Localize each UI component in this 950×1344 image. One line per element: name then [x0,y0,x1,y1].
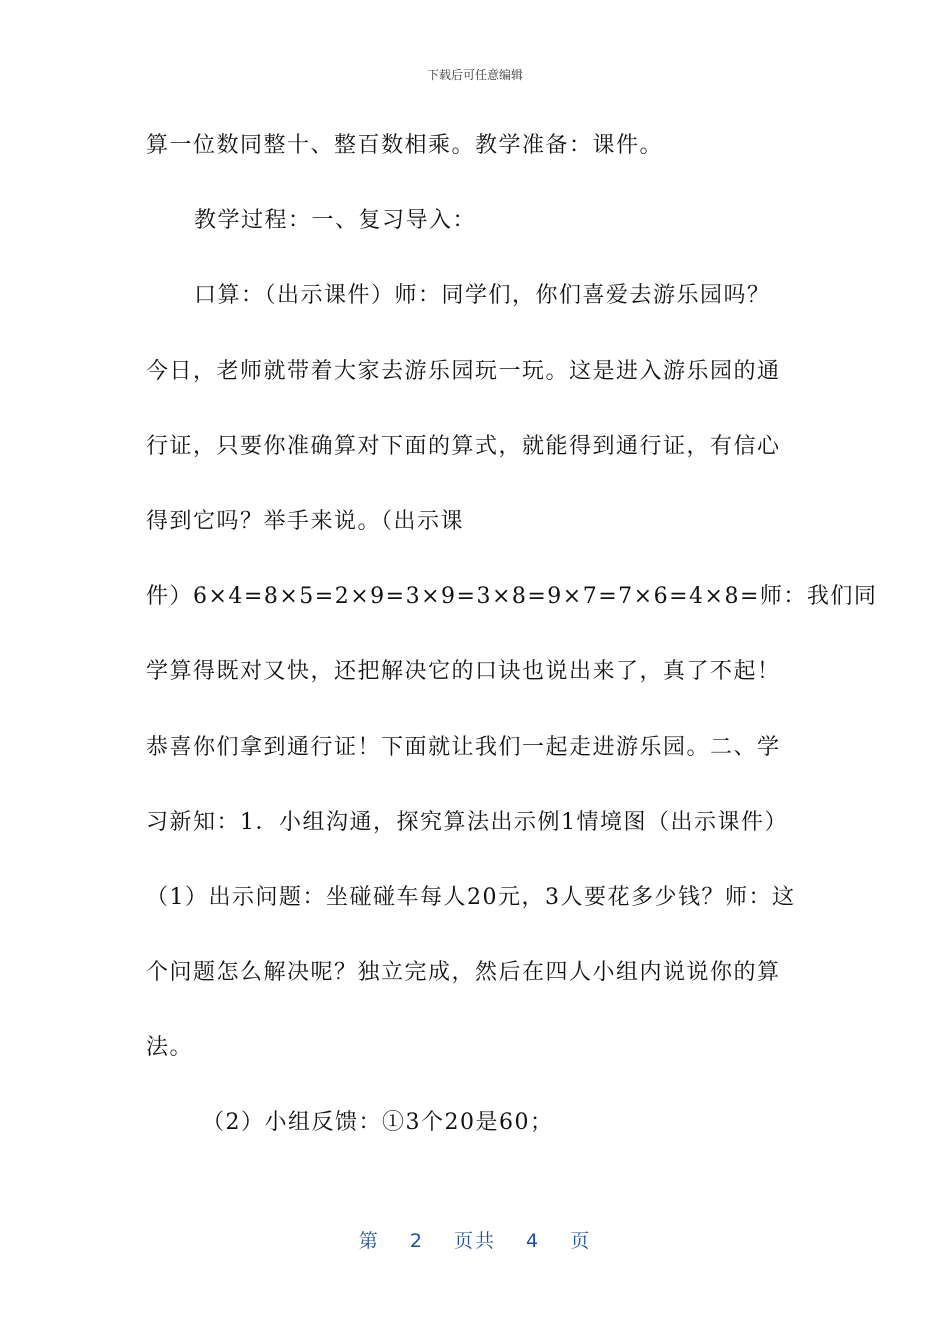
footer-suffix: 页 [570,1230,592,1252]
footer-prefix: 第 [358,1230,380,1252]
page-header: 下载后可任意编辑 [426,68,523,82]
text-line: 习新知：1．小组沟通，探究算法出示例1情境图（出示课件） [146,809,788,835]
text-line: 口算：（出示课件）师：同学们，你们喜爱去游乐园吗？ [194,283,771,309]
text-line: 得到它吗？举手来说。（出示课 [146,508,465,534]
text-line: （1）出示问题：坐碰碰车每人20元，3人要花多少钱？师：这 [146,884,796,910]
text-line: 学算得既对又快，还把解决它的口诀也说出来了，真了不起！ [146,659,781,685]
text-line: 教学过程：一、复习导入： [194,208,477,234]
current-page-number: 2 [409,1230,424,1252]
text-line: 行证，只要你准确算对下面的算式，就能得到通行证，有信心 [146,433,781,459]
text-line: 今日，老师就带着大家去游乐园玩一玩。这是进入游乐园的通 [146,358,781,384]
text-line: （2）小组反馈：①3个20是60； [202,1110,554,1136]
footer-middle: 页共 [453,1230,496,1252]
text-line: 个问题怎么解决呢？独立完成，然后在四人小组内说说你的算 [146,960,781,986]
total-page-count: 4 [526,1230,541,1252]
text-line: 件）6×4=8×5=2×9=3×9=3×8=9×7=7×6=4×8=师：我们同 [146,584,878,610]
text-line: 恭喜你们拿到通行证！下面就让我们一起走进游乐园。二、学 [146,734,781,760]
text-line: 算一位数同整十、整百数相乘。教学准备：课件。 [146,133,664,158]
document-body [146,126,878,1179]
page-footer [0,1226,950,1253]
text-line: 法。 [146,1035,194,1061]
